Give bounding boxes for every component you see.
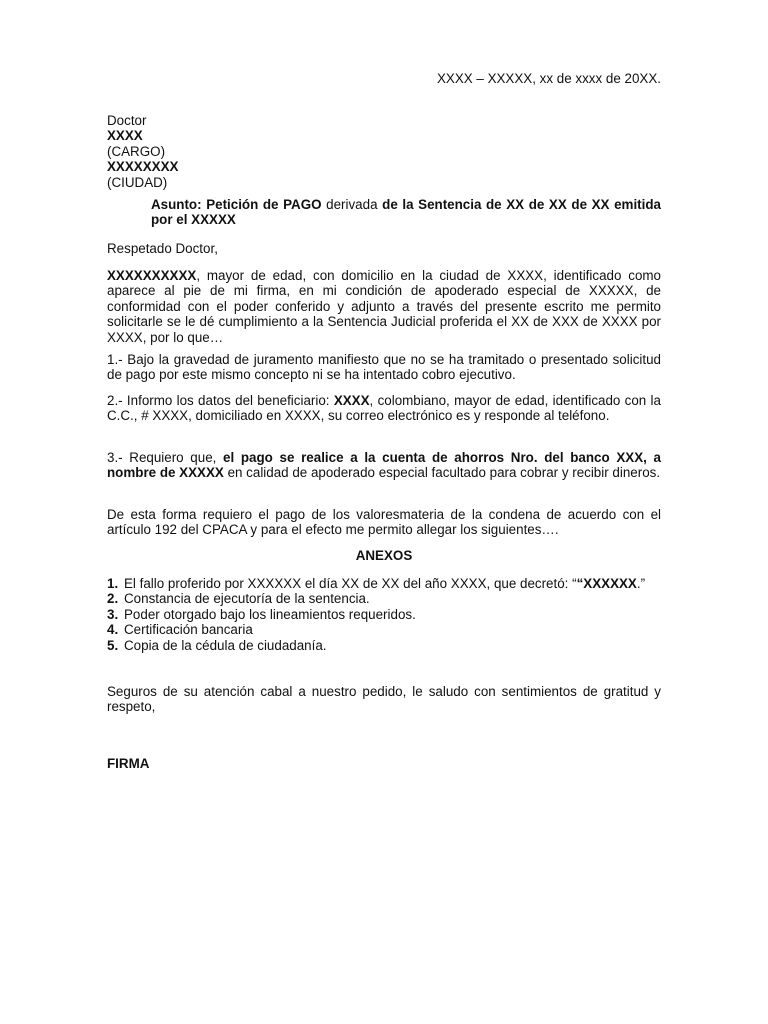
annex-number: 4. [107, 622, 119, 638]
annex-text-bold: “XXXXXX [576, 576, 637, 591]
intro-text: , mayor de edad, con domicilio en la ciudad de XXXX, identificado como aparece al pie de mi firma, en mi condición de apoderado especial de XXXXX, de conformidad con el poder conferido y adjunto a través del presente escrito me permito solicitarle se le dé cumplimiento a la Sentencia Judicial proferida el XX de XXX de XXXX por XXXX, por lo que… [107, 268, 661, 345]
annex-item [107, 622, 661, 637]
addressee-title: Doctor [107, 113, 147, 128]
annex-number: 1. [107, 576, 119, 591]
annex-text-main: El fallo proferido por XXXXXX el día XX de XX del año XXXX, que decretó: “ [124, 576, 577, 591]
annex-number: 3. [107, 606, 119, 622]
payment-bold: el pago se realice a la cuenta de ahorros Nro. del banco XXX, a nombre de XXXXX [107, 450, 661, 481]
paragraph-intro [107, 268, 661, 345]
annex-item [107, 576, 661, 591]
date-line: XXXX – XXXXX, xx de xxxx de 20XX. [436, 71, 661, 86]
payment-pre: 3.- Requiero que, [107, 450, 217, 465]
beneficiary-post: , colombiano, mayor de edad, identificado con la C.C., # XXXX, domiciliado en XXXX, su correo electrónico es y responde al teléfono. [107, 393, 661, 424]
annex-text: Constancia de ejecutoría de la sentencia. [124, 591, 370, 607]
addressee-position: (CARGO) [107, 143, 166, 159]
addressee-city: (CIUDAD) [107, 174, 168, 190]
payment-post: en calidad de apoderado especial facultado para cobrar y recibir dineros. [227, 465, 661, 481]
annex-text-tail: .” [636, 576, 646, 591]
petitioner-name: XXXXXXXXXX [107, 268, 197, 283]
beneficiary-name: XXXX [333, 393, 370, 408]
paragraph-oath: 1.- Bajo la gravedad de juramento manifiesto que no se ha tramitado o presentado solicitud de pago por este mismo concepto ni se ha intentado cobro ejecutivo. [107, 352, 661, 383]
addressee-block [107, 113, 661, 190]
subject-label: Asunto: [151, 197, 202, 212]
annexes-list [107, 576, 661, 653]
annex-text: Poder otorgado bajo los lineamientos requeridos. [124, 606, 416, 622]
annex-item [107, 607, 661, 622]
annexes-title: ANEXOS [355, 548, 413, 563]
paragraph-request: De esta forma requiero el pago de los valoresmateria de la condena de acuerdo con el artículo 192 del CPACA y para el efecto me permito allegar los siguientes…. [107, 507, 661, 538]
subject-part3: de la Sentencia de XX de XX de XX emitida por el XXXXX [151, 197, 661, 228]
annex-number: 2. [107, 591, 119, 607]
paragraph-beneficiary [107, 393, 661, 424]
signature-label: FIRMA [107, 756, 150, 771]
beneficiary-pre: 2.- Informo los datos del beneficiario: [107, 393, 330, 408]
addressee-name: XXXX [107, 128, 143, 144]
salutation: Respetado Doctor, [107, 241, 218, 256]
annex-text [124, 576, 661, 591]
annex-number: 5. [107, 637, 119, 653]
addressee-entity: XXXXXXXX [107, 159, 179, 175]
subject-part2: derivada [326, 197, 378, 212]
annex-text: Copia de la cédula de ciudadanía. [124, 637, 327, 653]
annex-item [107, 591, 661, 606]
subject-line [151, 197, 661, 228]
annex-text: Certificación bancaria [124, 622, 253, 638]
annex-item [107, 638, 661, 653]
paragraph-payment [107, 450, 661, 481]
subject-part1: Petición de PAGO [206, 197, 322, 212]
closing-paragraph: Seguros de su atención cabal a nuestro pedido, le saludo con sentimientos de gratitud y respeto, [107, 684, 661, 715]
